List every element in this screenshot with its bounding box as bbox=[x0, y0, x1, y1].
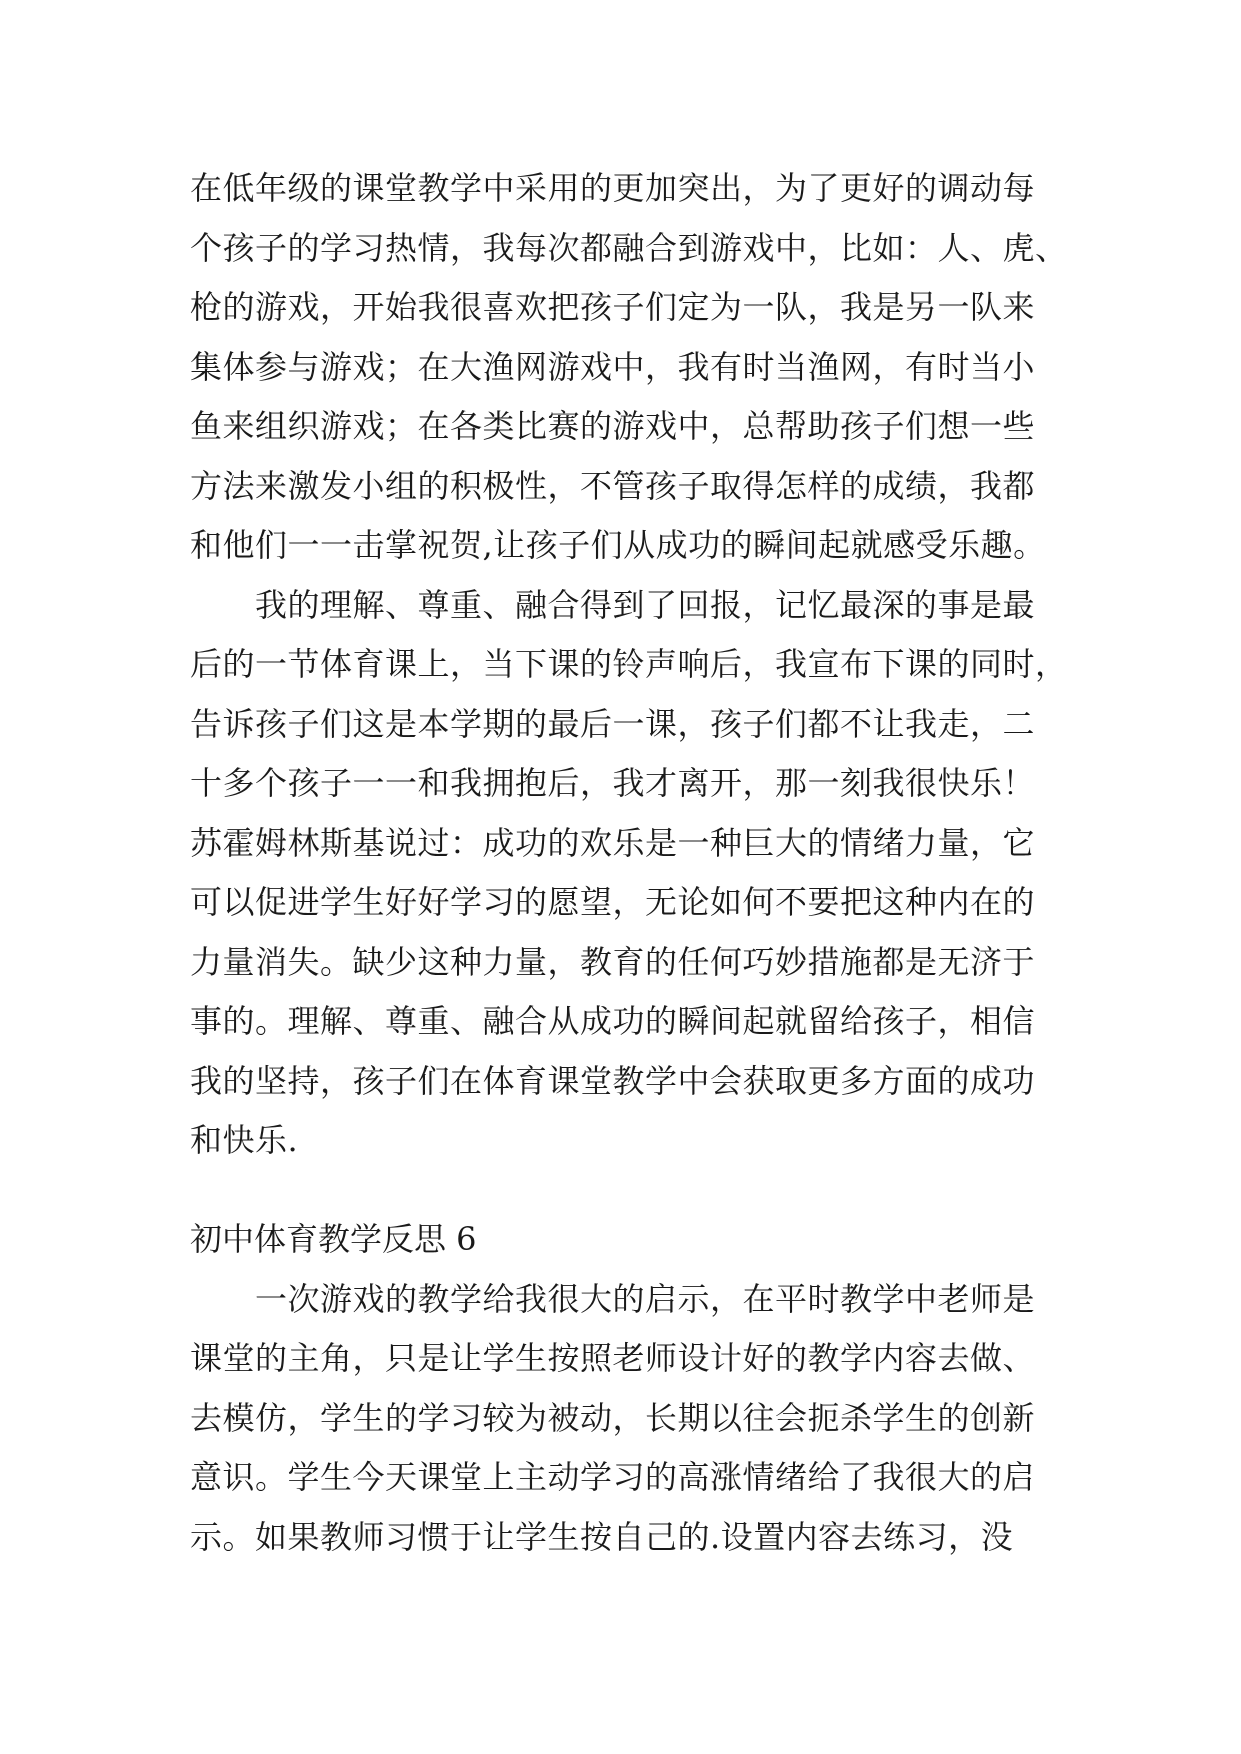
paragraph-line: 示。如果教师习惯于让学生按自己的.设置内容去练习，没 bbox=[190, 1518, 1014, 1556]
paragraph-line: 和他们一一击掌祝贺,让孩子们从成功的瞬间起就感受乐趣。 bbox=[190, 526, 1046, 564]
paragraph-line: 一次游戏的教学给我很大的启示，在平时教学中老师是 bbox=[255, 1280, 1036, 1318]
paragraph-line: 意识。学生今天课堂上主动学习的高涨情绪给了我很大的启 bbox=[190, 1458, 1036, 1496]
paragraph-line: 事的。理解、尊重、融合从成功的瞬间起就留给孩子，相信 bbox=[190, 1002, 1036, 1040]
paragraph-line: 十多个孩子一一和我拥抱后，我才离开，那一刻我很快乐！ bbox=[190, 764, 1036, 802]
section-title: 初中体育教学反思 6 bbox=[190, 1220, 477, 1258]
paragraph-line: 方法来激发小组的积极性，不管孩子取得怎样的成绩，我都 bbox=[190, 467, 1036, 505]
paragraph-line: 集体参与游戏；在大渔网游戏中，我有时当渔网，有时当小 bbox=[190, 348, 1036, 386]
paragraph-line: 在低年级的课堂教学中采用的更加突出，为了更好的调动每 bbox=[190, 169, 1036, 207]
paragraph-line: 和快乐. bbox=[190, 1121, 299, 1159]
paragraph-line: 后的一节体育课上，当下课的铃声响后，我宣布下课的同时， bbox=[190, 645, 1068, 683]
paragraph-line: 枪的游戏，开始我很喜欢把孩子们定为一队，我是另一队来 bbox=[190, 288, 1036, 326]
paragraph-line: 鱼来组织游戏；在各类比赛的游戏中，总帮助孩子们想一些 bbox=[190, 407, 1036, 445]
paragraph-line: 可以促进学生好好学习的愿望，无论如何不要把这种内在的 bbox=[190, 883, 1036, 921]
paragraph-line: 个孩子的学习热情，我每次都融合到游戏中，比如：人、虎、 bbox=[190, 229, 1068, 267]
paragraph-line: 告诉孩子们这是本学期的最后一课，孩子们都不让我走，二 bbox=[190, 705, 1036, 743]
paragraph-line: 我的坚持，孩子们在体育课堂教学中会获取更多方面的成功 bbox=[190, 1062, 1036, 1100]
paragraph-line: 力量消失。缺少这种力量，教育的任何巧妙措施都是无济于 bbox=[190, 943, 1036, 981]
paragraph-line: 我的理解、尊重、融合得到了回报，记忆最深的事是最 bbox=[255, 586, 1036, 624]
paragraph-line: 去模仿，学生的学习较为被动，长期以往会扼杀学生的创新 bbox=[190, 1399, 1036, 1437]
paragraph-line: 课堂的主角，只是让学生按照老师设计好的教学内容去做、 bbox=[190, 1339, 1036, 1377]
paragraph-line: 苏霍姆林斯基说过：成功的欢乐是一种巨大的情绪力量，它 bbox=[190, 824, 1036, 862]
